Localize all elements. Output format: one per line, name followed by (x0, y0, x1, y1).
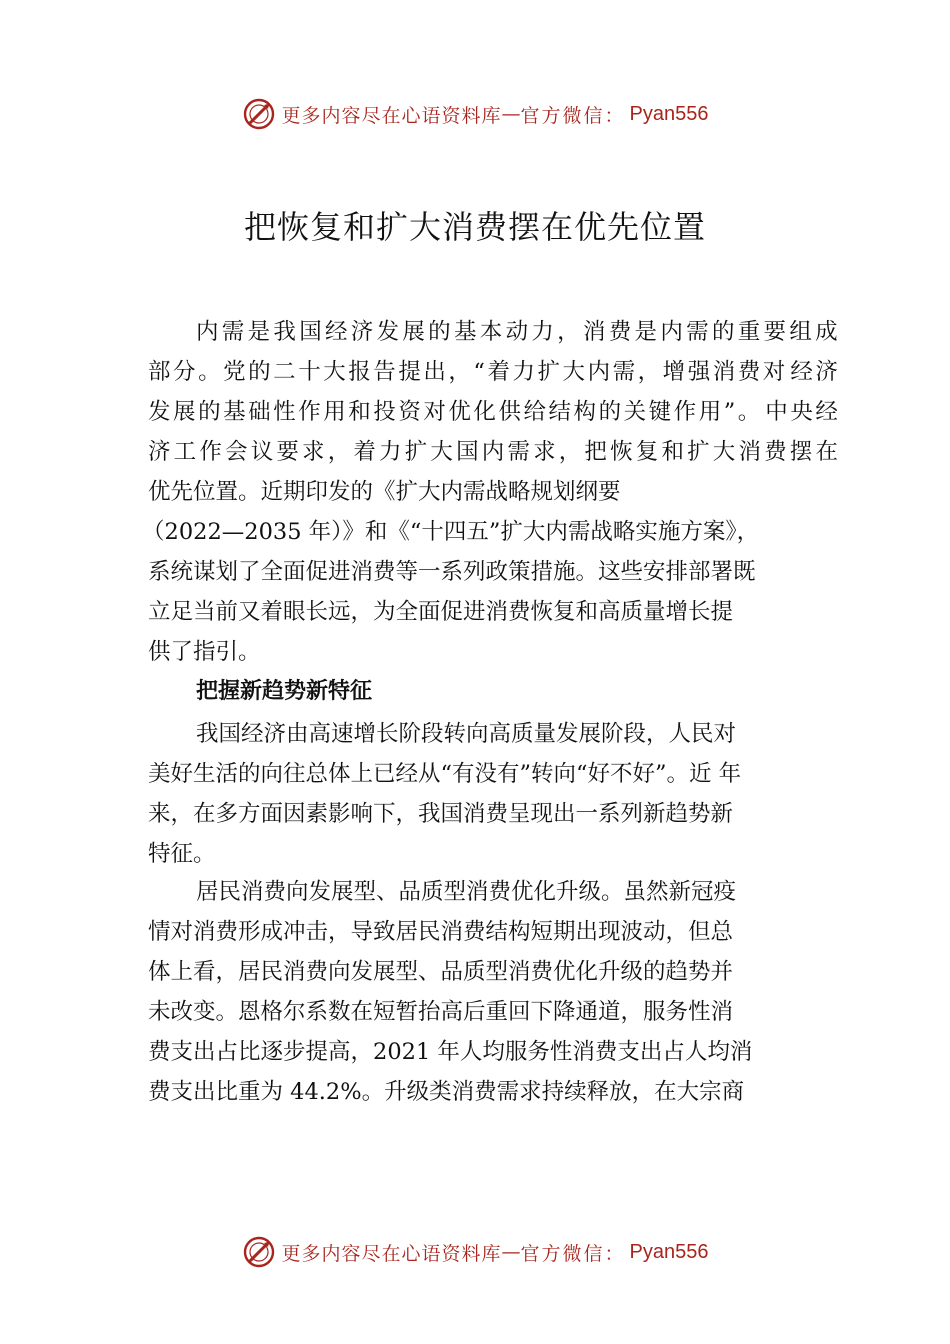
text-line: 费支出比重为 44.2%。升级类消费需求持续释放，在大宗商 (148, 1079, 745, 1105)
banner-separator: — (501, 103, 521, 125)
brand-logo-icon (242, 1235, 276, 1269)
footer-banner (0, 1232, 950, 1272)
text-line: 优先位置。近期印发的《扩大内需战略规划纲要 (148, 479, 621, 505)
text-line: 体上看，居民消费向发展型、品质型消费优化升级的趋势并 (148, 959, 734, 985)
text-line: 系统谋划了全面促进消费等一系列政策措施。这些安排部署既 (148, 559, 756, 585)
text-line: 居民消费向发展型、品质型消费优化升级。虽然新冠疫 (196, 879, 737, 905)
header-banner (0, 94, 950, 134)
page-title: 把恢复和扩大消费摆在优先位置 (243, 208, 706, 246)
text-line: 来，在多方面因素影响下，我国消费呈现出一系列新趋势新 (148, 801, 734, 827)
banner-brand-text: 更多内容尽在心语资料库 (281, 1242, 502, 1265)
text-line: 美好生活的向往总体上已经从“有没有”转向“好不好”。近 年 (148, 761, 742, 787)
banner-wechat-label: 官方微信： (520, 104, 626, 127)
banner-wechat-id: Pyan556 (629, 1240, 709, 1263)
paragraph-trends (148, 714, 838, 874)
text-line: 特征。 (148, 841, 216, 867)
text-line: 济 工 作 会 议 要 求 ， 着 力 扩 大 国 内 需 求 ， 把 恢 复 和 扩 大 消 费 摆 在 (148, 439, 838, 465)
banner-wechat-id: Pyan556 (629, 102, 709, 125)
text-line: 部 分 。 党 的 二 十 大 报 告 提 出 ， “ 着 力 扩 大 内 需 ， 增 强 消 费 对 经 济 (148, 359, 838, 385)
banner-brand-text: 更多内容尽在心语资料库 (281, 104, 502, 127)
text-line: （2022—2035 年）》和《“十四五”扩大内需战略实施方案》， (142, 519, 760, 545)
text-line: 发 展 的 基 础 性 作 用 和 投 资 对 优 化 供 给 结 构 的 关 键 作 用 ” 。 中 央 经 (148, 399, 838, 425)
text-line: 我国经济由高速增长阶段转向高质量发展阶段，人民对 (196, 721, 737, 747)
text-line: 费支出占比逐步提高，2021 年人均服务性消费支出占人均消 (148, 1039, 753, 1065)
text-line: 供了指引。 (148, 639, 261, 665)
paragraph-consumption-upgrade (148, 872, 838, 1112)
text-line: 未改变。恩格尔系数在短暂抬高后重回下降通道，服务性消 (148, 999, 734, 1025)
text-line: 情对消费形成冲击，导致居民消费结构短期出现波动，但总 (148, 919, 734, 945)
text-line: 内 需 是 我 国 经 济 发 展 的 基 本 动 力 ， 消 费 是 内 需 的 重 要 组 成 (196, 319, 838, 345)
text-line: 立足当前又着眼长远，为全面促进消费恢复和高质量增长提 (148, 599, 734, 625)
banner-separator: — (501, 1241, 521, 1263)
section-heading: 把握新趋势新特征 (196, 679, 373, 704)
brand-logo-icon (242, 97, 276, 131)
banner-wechat-label: 官方微信： (520, 1242, 626, 1265)
paragraph-intro (142, 312, 838, 672)
